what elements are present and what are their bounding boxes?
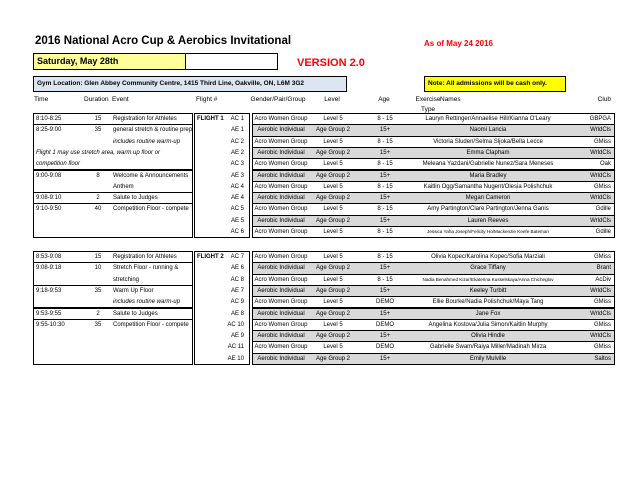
club-cell: WrldCls xyxy=(590,310,611,317)
names-cell: Meleana Yazdani/Gabrielle Nunez/Sara Meneses xyxy=(422,161,554,168)
age-cell: 15+ xyxy=(379,333,391,340)
club-cell: WrldCls xyxy=(590,333,611,340)
entry-number-cell: AE 4 xyxy=(230,195,244,202)
schedule-event-text: Registration for Athletes xyxy=(113,116,177,122)
age-cell: 8 - 15 xyxy=(377,161,393,168)
column-header-duration: Duration xyxy=(84,96,109,103)
level-cell: Level 5 xyxy=(323,161,343,168)
age-cell: 15+ xyxy=(379,265,391,272)
club-cell: GMiss xyxy=(594,254,611,260)
flight-column xyxy=(194,251,250,365)
column-header-group: Gender/Pair/Group xyxy=(250,96,306,103)
club-cell: Saltos xyxy=(594,355,611,362)
age-cell: 8 - 15 xyxy=(377,138,393,145)
entry-number-cell: AC 5 xyxy=(230,206,244,213)
column-header-level: Level xyxy=(324,96,340,103)
event-date-box xyxy=(33,53,278,70)
entry-number-cell: AE 10 xyxy=(227,355,244,362)
level-cell: Level 5 xyxy=(323,183,343,190)
group-cell: Aerobic Individual xyxy=(257,287,305,294)
names-cell: Ellie Bourke/Nadia Polishchuk/Maya Tang xyxy=(432,299,544,306)
names-cell: Emma Clapham xyxy=(466,149,510,156)
schedule-time: 9:53-9:55 xyxy=(36,310,62,317)
schedule-duration: 15 xyxy=(94,116,102,122)
schedule-duration: 2 xyxy=(96,310,100,317)
entry-number-cell: AE 9 xyxy=(230,333,244,340)
names-cell: Nadia Benahmed Kizar/Ekaterina Kusselskaya/Anna Chicheglov xyxy=(422,276,554,282)
age-cell: 8 - 15 xyxy=(377,116,393,122)
names-cell: Olivia Hindle xyxy=(471,333,505,340)
group-cell: Aerobic Individual xyxy=(257,195,305,202)
level-cell: Level 5 xyxy=(323,116,343,122)
entry-number-cell: AE 1 xyxy=(230,127,244,134)
club-cell: GMiss xyxy=(594,344,611,351)
schedule-duration: 10 xyxy=(94,265,102,272)
club-cell: WrldCls xyxy=(590,287,611,294)
age-cell: 15+ xyxy=(379,217,391,224)
level-cell: Level 5 xyxy=(323,344,343,351)
age-cell: 8 - 15 xyxy=(377,229,393,235)
group-cell: Aerobic Individual xyxy=(257,333,305,340)
group-cell: Acro Women Group xyxy=(254,276,308,283)
schedule-duration: 40 xyxy=(94,206,102,213)
age-cell: 15+ xyxy=(379,355,391,362)
schedule-time: 8:25-9:00 xyxy=(36,127,62,134)
schedule-event-text: Warm Up Floor xyxy=(113,287,154,294)
group-cell: Aerobic Individual xyxy=(257,149,305,156)
gym-location-box: Gym Location: Glen Abbey Community Centre, 1415 Third Line, Oakville, ON, L6M 3G2 xyxy=(33,76,347,92)
group-cell: Aerobic Individual xyxy=(257,172,305,179)
column-header-exercise: Exercise xyxy=(415,96,441,103)
group-cell: Acro Women Group xyxy=(254,116,308,122)
schedule-block xyxy=(33,170,193,194)
group-cell: Acro Women Group xyxy=(254,206,308,213)
level-cell: Age Group 2 xyxy=(315,333,351,340)
names-cell: Gabrielle Swam/Raiya Miller/Madinah Mirza xyxy=(429,344,547,351)
column-header-time: Time xyxy=(34,96,49,103)
entry-number-cell: AC 10 xyxy=(227,321,244,328)
level-cell: Age Group 2 xyxy=(315,172,351,179)
schedule-time: 9:10-9:50 xyxy=(36,206,62,213)
schedule-event-text: Salute to Judges xyxy=(113,310,158,317)
names-cell: Emily Mulville xyxy=(469,355,507,362)
schedule-block xyxy=(33,262,193,286)
level-cell: Age Group 2 xyxy=(315,149,351,156)
club-cell: WrldCls xyxy=(590,127,611,134)
schedule-event-text: Flight 1 may use stretch area, warm up floor or xyxy=(36,149,161,156)
schedule-duration: 8 xyxy=(96,172,100,179)
schedule-duration: 35 xyxy=(94,287,102,294)
level-cell: Age Group 2 xyxy=(315,217,351,224)
age-cell: 8 - 15 xyxy=(377,206,393,213)
schedule-event-text: competition floor xyxy=(36,161,81,168)
names-cell: Olivia Kopec/Karolina Kopec/Sofia Marziali xyxy=(431,254,545,260)
column-header-age: Age xyxy=(378,96,390,103)
level-cell: Age Group 2 xyxy=(315,195,351,202)
club-cell: WrldCls xyxy=(590,149,611,156)
entry-number-cell: AC 8 xyxy=(230,276,244,283)
level-cell: Age Group 2 xyxy=(315,127,351,134)
names-cell: Jane Fox xyxy=(475,310,501,317)
entry-number-cell: AC 6 xyxy=(230,229,244,235)
club-cell: GMiss xyxy=(594,321,611,328)
club-cell: Gdille xyxy=(595,229,611,235)
schedule-event-text: Salute to Judges xyxy=(113,195,158,202)
entry-number-cell: AC 4 xyxy=(230,183,244,190)
entry-row xyxy=(252,226,615,238)
age-cell: DEMO xyxy=(376,344,394,351)
group-cell: Aerobic Individual xyxy=(257,217,305,224)
club-cell: Gdille xyxy=(595,206,611,213)
age-cell: 15+ xyxy=(379,195,391,202)
entry-number-cell: AE 5 xyxy=(230,217,244,224)
names-cell: Amy Partington/Clare Partington/Jenna Ganis xyxy=(427,206,549,213)
names-cell: Maria Bradley xyxy=(469,172,507,179)
names-cell: Megan Cameron xyxy=(465,195,511,202)
schedule-time: 9:08-9:18 xyxy=(36,265,62,272)
names-cell: Lauren Reeves xyxy=(467,217,509,224)
column-header-names: Names xyxy=(440,96,461,103)
names-cell: Lauryn Rettinger/Annaelise Hill/Kianna O'Leary xyxy=(425,116,551,122)
age-cell: 8 - 15 xyxy=(377,254,393,260)
level-cell: Level 5 xyxy=(323,299,343,306)
age-cell: 8 - 15 xyxy=(377,276,393,283)
schedule-time: 9:55-10:30 xyxy=(36,321,65,328)
schedule-duration: 35 xyxy=(94,321,102,328)
schedule-time: 9:00-9:08 xyxy=(36,172,62,179)
age-cell: 15+ xyxy=(379,310,391,317)
club-cell: WrldCls xyxy=(590,217,611,224)
schedule-block xyxy=(33,285,193,309)
column-header-event: Event xyxy=(112,96,129,103)
schedule-block xyxy=(33,203,193,238)
entry-number-cell: AC 11 xyxy=(227,344,244,351)
level-cell: Level 5 xyxy=(323,229,343,235)
level-cell: Level 5 xyxy=(323,254,343,260)
group-cell: Acro Women Group xyxy=(254,138,308,145)
schedule-duration: 15 xyxy=(94,254,102,260)
entry-number-cell: AC 3 xyxy=(230,161,244,168)
flight-label: FLIGHT 2 xyxy=(197,254,224,260)
schedule-time: 9:18-9:53 xyxy=(36,287,62,294)
club-cell: AcDiv xyxy=(595,276,611,283)
page-title: 2016 National Acro Cup & Aerobics Invitational xyxy=(35,35,292,47)
names-cell: Angelina Kostova/Julia Simon/Kaitlin Murphy xyxy=(428,321,548,328)
schedule-event-text: Competition Floor - compete xyxy=(113,206,189,213)
level-cell: Level 5 xyxy=(323,276,343,283)
level-cell: Age Group 2 xyxy=(315,355,351,362)
age-cell: DEMO xyxy=(376,299,394,306)
schedule-event-text: general stretch & routine prep xyxy=(113,127,193,134)
column-header-flight: Flight # xyxy=(196,96,218,103)
names-cell: Grace Tiffany xyxy=(470,265,506,272)
schedule-duration: 35 xyxy=(94,127,102,134)
age-cell: 15+ xyxy=(379,287,391,294)
entry-number-cell: AC 9 xyxy=(230,299,244,306)
club-cell: GMiss xyxy=(594,183,611,190)
column-header-exercise-type: Type xyxy=(420,106,436,113)
schedule-event-text: Stretch Floor - running & xyxy=(113,265,179,272)
entry-number-cell: AC 7 xyxy=(230,254,244,260)
names-cell: Kaitlin Ogg/Samantha Nugent/Olesia Polishchuk xyxy=(423,183,553,190)
event-date-cell: Saturday, May 28th xyxy=(34,54,186,69)
club-cell: Brant xyxy=(596,265,611,272)
schedule-time: 8:10-8:25 xyxy=(36,116,62,122)
level-cell: Level 5 xyxy=(323,321,343,328)
schedule-block xyxy=(33,319,193,365)
level-cell: Level 5 xyxy=(323,138,343,145)
schedule-time: 9:08-9:10 xyxy=(36,195,62,202)
club-cell: WrldCls xyxy=(590,172,611,179)
group-cell: Acro Women Group xyxy=(254,254,308,260)
group-cell: Acro Women Group xyxy=(254,161,308,168)
group-cell: Aerobic Individual xyxy=(257,265,305,272)
group-cell: Aerobic Individual xyxy=(257,310,305,317)
schedule-event-text: stretching xyxy=(113,276,140,283)
level-cell: Age Group 2 xyxy=(315,287,351,294)
entry-number-cell: AC 1 xyxy=(230,116,244,122)
group-cell: Aerobic Individual xyxy=(257,127,305,134)
entry-number-cell: AE 7 xyxy=(230,287,244,294)
level-cell: Age Group 2 xyxy=(315,310,351,317)
entry-number-cell: AE 8 xyxy=(230,310,244,317)
schedule-event-text: includes routine warm-up xyxy=(113,138,181,145)
entry-number-cell: AC 2 xyxy=(230,138,244,145)
club-cell: WrldCls xyxy=(590,195,611,202)
age-cell: 8 - 15 xyxy=(377,183,393,190)
club-cell: GMiss xyxy=(594,299,611,306)
schedule-block xyxy=(33,124,193,170)
as-of-date: As of May 24 2016 xyxy=(424,39,493,48)
entry-number-cell: AE 6 xyxy=(230,265,244,272)
age-cell: 15+ xyxy=(379,149,391,156)
names-cell: Victoria Sluden/Selma Sljoka/Bella Lecce xyxy=(433,138,543,145)
age-cell: 15+ xyxy=(379,172,391,179)
schedule-duration: 2 xyxy=(96,195,100,202)
schedule-event-text: Anthem xyxy=(113,183,134,190)
entry-number-cell: AE 2 xyxy=(230,149,244,156)
club-cell: GMiss xyxy=(594,138,611,145)
group-cell: Acro Women Group xyxy=(254,229,308,235)
admissions-note-box: Note: All admissions will be cash only. xyxy=(424,76,566,92)
flight-column xyxy=(194,113,250,238)
names-cell: Keeley Turbitt xyxy=(469,287,507,294)
entry-row xyxy=(252,353,615,365)
level-cell: Level 5 xyxy=(323,206,343,213)
schedule-event-text: Welcome & Announcements xyxy=(113,172,189,179)
group-cell: Acro Women Group xyxy=(254,344,308,351)
group-cell: Aerobic Individual xyxy=(257,355,305,362)
entry-number-cell: AE 3 xyxy=(230,172,244,179)
schedule-event-text: Competition Floor - compete xyxy=(113,321,189,328)
flight-label: FLIGHT 1 xyxy=(197,116,224,122)
schedule-event-text: includes routine warm-up xyxy=(113,299,181,306)
club-cell: GBPGA xyxy=(589,116,611,122)
version-label: VERSION 2.0 xyxy=(297,57,365,69)
club-cell: Oak xyxy=(599,161,611,168)
schedule-event-text: Registration for Athletes xyxy=(113,254,177,260)
schedule-time: 8:53-9:08 xyxy=(36,254,62,260)
group-cell: Acro Women Group xyxy=(254,299,308,306)
group-cell: Acro Women Group xyxy=(254,183,308,190)
names-cell: Naomi Lancia xyxy=(469,127,507,134)
group-cell: Acro Women Group xyxy=(254,321,308,328)
age-cell: 15+ xyxy=(379,127,391,134)
age-cell: DEMO xyxy=(376,321,394,328)
level-cell: Age Group 2 xyxy=(315,265,351,272)
column-header-club: Club xyxy=(597,96,611,103)
names-cell: Jessica Yaha Joseph/Felicity Ho/Mackenzie Keefe Bateman xyxy=(427,229,549,234)
